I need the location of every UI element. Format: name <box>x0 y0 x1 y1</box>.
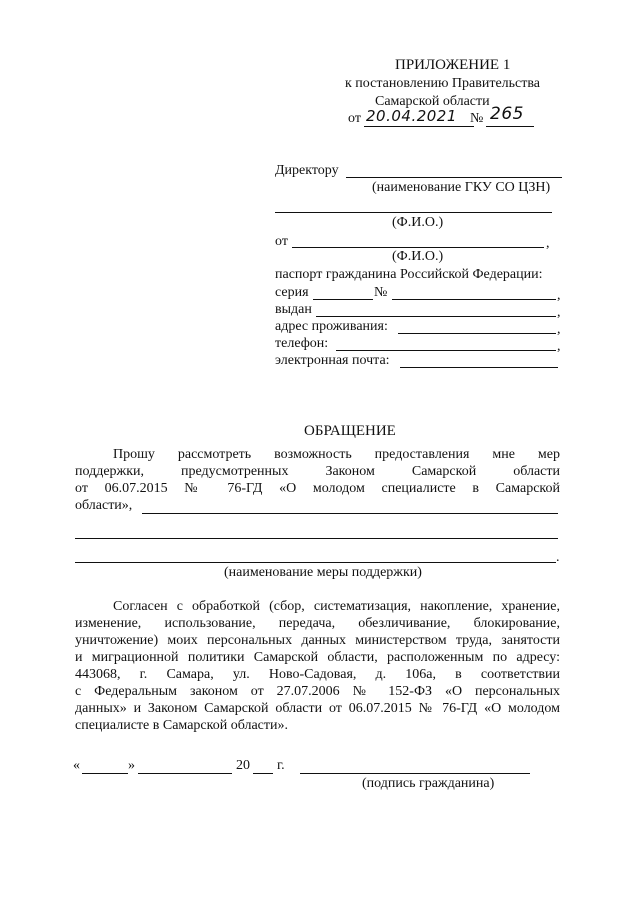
appendix-title: ПРИЛОЖЕНИЕ 1 <box>395 57 511 73</box>
handwritten-date: 20.04.2021 <box>366 107 457 125</box>
consent-line-7-text: данных» и Законом Самарской области от 06.07.2015 № 76-ГД «О молодом <box>75 701 560 716</box>
passport-number-label: № <box>374 285 388 300</box>
consent-line-4 <box>75 650 560 667</box>
handwritten-number: 265 <box>490 104 524 124</box>
request-line-1 <box>113 447 560 464</box>
measure-hint: (наименование меры поддержки) <box>224 565 422 580</box>
year-field[interactable] <box>253 773 273 774</box>
request-line-3 <box>75 481 560 498</box>
address-comma: , <box>557 322 561 337</box>
appendix-line-2: Самарской области <box>375 94 490 109</box>
consent-line-5 <box>75 667 560 684</box>
issued-comma: , <box>557 305 561 320</box>
issued-field[interactable] <box>316 316 556 317</box>
appendix-line-1: к постановлению Правительства <box>345 76 541 91</box>
consent-line-3-text: уничтожение) моих персональных данных министерством труда, занятости <box>75 633 560 648</box>
recipient-name-field[interactable] <box>275 212 552 213</box>
date-underline <box>364 126 474 127</box>
request-line-2 <box>75 464 560 481</box>
director-field[interactable] <box>346 177 562 178</box>
consent-line-2-text: изменение, использование, передача, обезличивание, блокирование, <box>75 616 560 631</box>
fio-hint-1: (Ф.И.О.) <box>392 215 444 230</box>
series-field[interactable] <box>313 299 373 300</box>
email-field[interactable] <box>400 367 558 368</box>
director-label: Директору <box>275 163 339 178</box>
request-line-2-text: поддержки, предусмотренных Законом Самарской области <box>75 464 560 479</box>
year-prefix: 20 <box>236 758 250 773</box>
passport-number-field[interactable] <box>392 299 556 300</box>
address-label: адрес проживания: <box>275 319 388 334</box>
measure-field-3[interactable] <box>75 562 556 563</box>
appendix-from-label: от <box>348 111 361 126</box>
fio-hint-2: (Ф.И.О.) <box>392 249 444 264</box>
consent-line-6 <box>75 684 560 701</box>
document-title: ОБРАЩЕНИЕ <box>304 423 396 439</box>
month-field[interactable] <box>138 773 232 774</box>
email-label: электронная почта: <box>275 353 390 368</box>
consent-line-1-text: Согласен с обработкой (сбор, систематизация, накопление, хранение, <box>113 599 560 614</box>
series-comma: , <box>557 288 561 303</box>
appendix-number-label: № <box>470 111 484 126</box>
consent-line-3 <box>75 633 560 650</box>
issued-label: выдан <box>275 302 312 317</box>
phone-field[interactable] <box>336 350 556 351</box>
request-line-4: области», <box>75 498 133 513</box>
phone-comma: , <box>557 339 561 354</box>
request-line-3-text: от 06.07.2015 № 76-ГД «О молодом специалисте в Самарской <box>75 481 560 496</box>
year-suffix: г. <box>277 758 285 773</box>
signature-field[interactable] <box>300 773 530 774</box>
measure-period: . <box>556 550 560 565</box>
measure-field-1[interactable] <box>142 513 558 514</box>
consent-line-2 <box>75 616 560 633</box>
date-quote-close: » <box>128 758 135 773</box>
consent-line-5-text: 443068, г. Самара, ул. Ново-Садовая, д. 106а, в соответствии <box>75 667 560 682</box>
series-label: серия <box>275 285 309 300</box>
consent-line-4-text: и миграционной политики Самарской области, расположенным по адресу: <box>75 650 560 665</box>
phone-label: телефон: <box>275 336 329 351</box>
measure-field-2[interactable] <box>75 538 558 539</box>
passport-label: паспорт гражданина Российской Федерации: <box>275 267 543 282</box>
consent-line-7 <box>75 701 560 718</box>
address-field[interactable] <box>398 333 556 334</box>
sender-comma: , <box>546 236 550 251</box>
request-line-1-text: Прошу рассмотреть возможность предоставления мне мер <box>113 447 560 462</box>
consent-line-1 <box>113 599 560 616</box>
consent-line-8: специалисте в Самарской области». <box>75 718 289 733</box>
sender-name-field[interactable] <box>292 247 544 248</box>
director-hint: (наименование ГКУ СО ЦЗН) <box>372 180 551 195</box>
signature-hint: (подпись гражданина) <box>362 776 495 791</box>
date-quote-open: « <box>73 758 80 773</box>
sender-from-label: от <box>275 234 288 249</box>
consent-line-6-text: с Федеральным законом от 27.07.2006 № 152-ФЗ «О персональных <box>75 684 560 699</box>
number-underline <box>486 126 534 127</box>
day-field[interactable] <box>82 773 128 774</box>
